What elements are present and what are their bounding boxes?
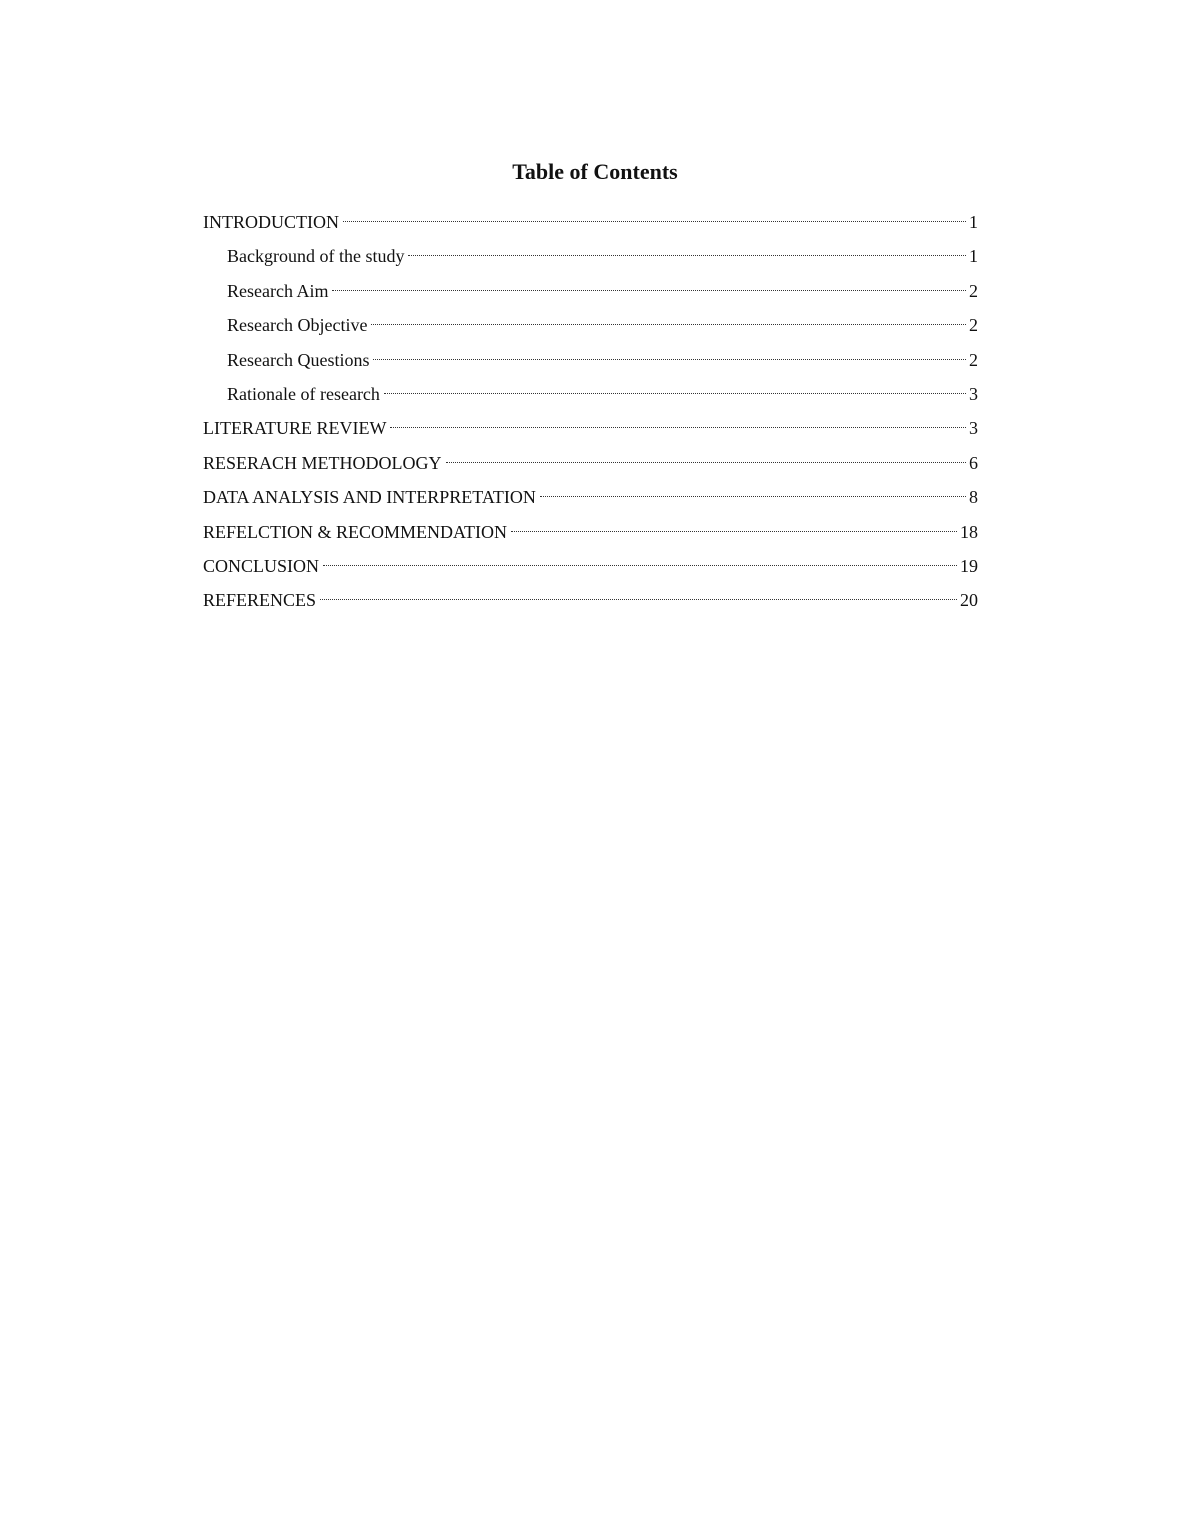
dot-leader: [343, 221, 966, 222]
toc-entry-page: 19: [960, 555, 978, 576]
toc-entry-label: LITERATURE REVIEW: [203, 418, 387, 439]
toc-entry-research-aim[interactable]: [203, 274, 978, 308]
toc-entry-label: Research Objective: [227, 315, 368, 336]
toc-entry-research-objective[interactable]: [203, 308, 978, 342]
dot-leader: [323, 565, 957, 566]
toc-entry-label: Background of the study: [227, 246, 405, 267]
dot-leader: [390, 427, 966, 428]
toc-entry-label: DATA ANALYSIS AND INTERPRETATION: [203, 487, 536, 508]
dot-leader: [446, 462, 967, 463]
dot-leader: [408, 255, 966, 256]
toc-entry-page: 2: [969, 315, 978, 336]
table-of-contents: [203, 205, 978, 618]
toc-entry-label: INTRODUCTION: [203, 212, 339, 232]
toc-entry-label: RESERACH METHODOLOGY: [203, 452, 442, 473]
dot-leader: [511, 531, 957, 532]
dot-leader: [540, 496, 966, 497]
dot-leader: [332, 290, 966, 291]
page-title: Table of Contents: [512, 159, 678, 184]
toc-entry-label: REFELCTION & RECOMMENDATION: [203, 521, 507, 542]
toc-entry-research-methodology[interactable]: [203, 446, 978, 480]
toc-entry-label: CONCLUSION: [203, 555, 320, 576]
toc-entry-page: 1: [969, 246, 978, 267]
dot-leader: [371, 324, 966, 325]
toc-entry-conclusion[interactable]: [203, 549, 978, 583]
toc-entry-page: 20: [960, 590, 978, 611]
toc-entry-label: Rationale of research: [227, 383, 380, 404]
toc-entry-label: REFERENCES: [203, 590, 317, 611]
toc-entry-page: 3: [969, 418, 978, 439]
toc-entry-page: 6: [969, 452, 978, 473]
toc-entry-reflection[interactable]: [203, 515, 978, 549]
toc-entry-references[interactable]: [203, 583, 978, 617]
toc-entry-background[interactable]: [203, 239, 978, 273]
toc-entry-page: 2: [969, 349, 978, 370]
dot-leader: [373, 359, 966, 360]
toc-entry-page: 3: [969, 383, 978, 404]
dot-leader: [384, 393, 966, 394]
toc-entry-data-analysis[interactable]: [203, 480, 978, 514]
toc-entry-label: Research Aim: [227, 280, 329, 301]
toc-entry-literature-review[interactable]: [203, 411, 978, 445]
dot-leader: [320, 599, 957, 600]
toc-entry-research-questions[interactable]: [203, 343, 978, 377]
toc-entry-page: 18: [960, 521, 978, 542]
toc-entry-rationale[interactable]: [203, 377, 978, 411]
toc-entry-label: Research Questions: [227, 349, 370, 370]
toc-entry-introduction[interactable]: [203, 205, 978, 239]
toc-entry-page: 1: [969, 212, 978, 232]
toc-entry-page: 2: [969, 280, 978, 301]
toc-entry-page: 8: [969, 487, 978, 508]
